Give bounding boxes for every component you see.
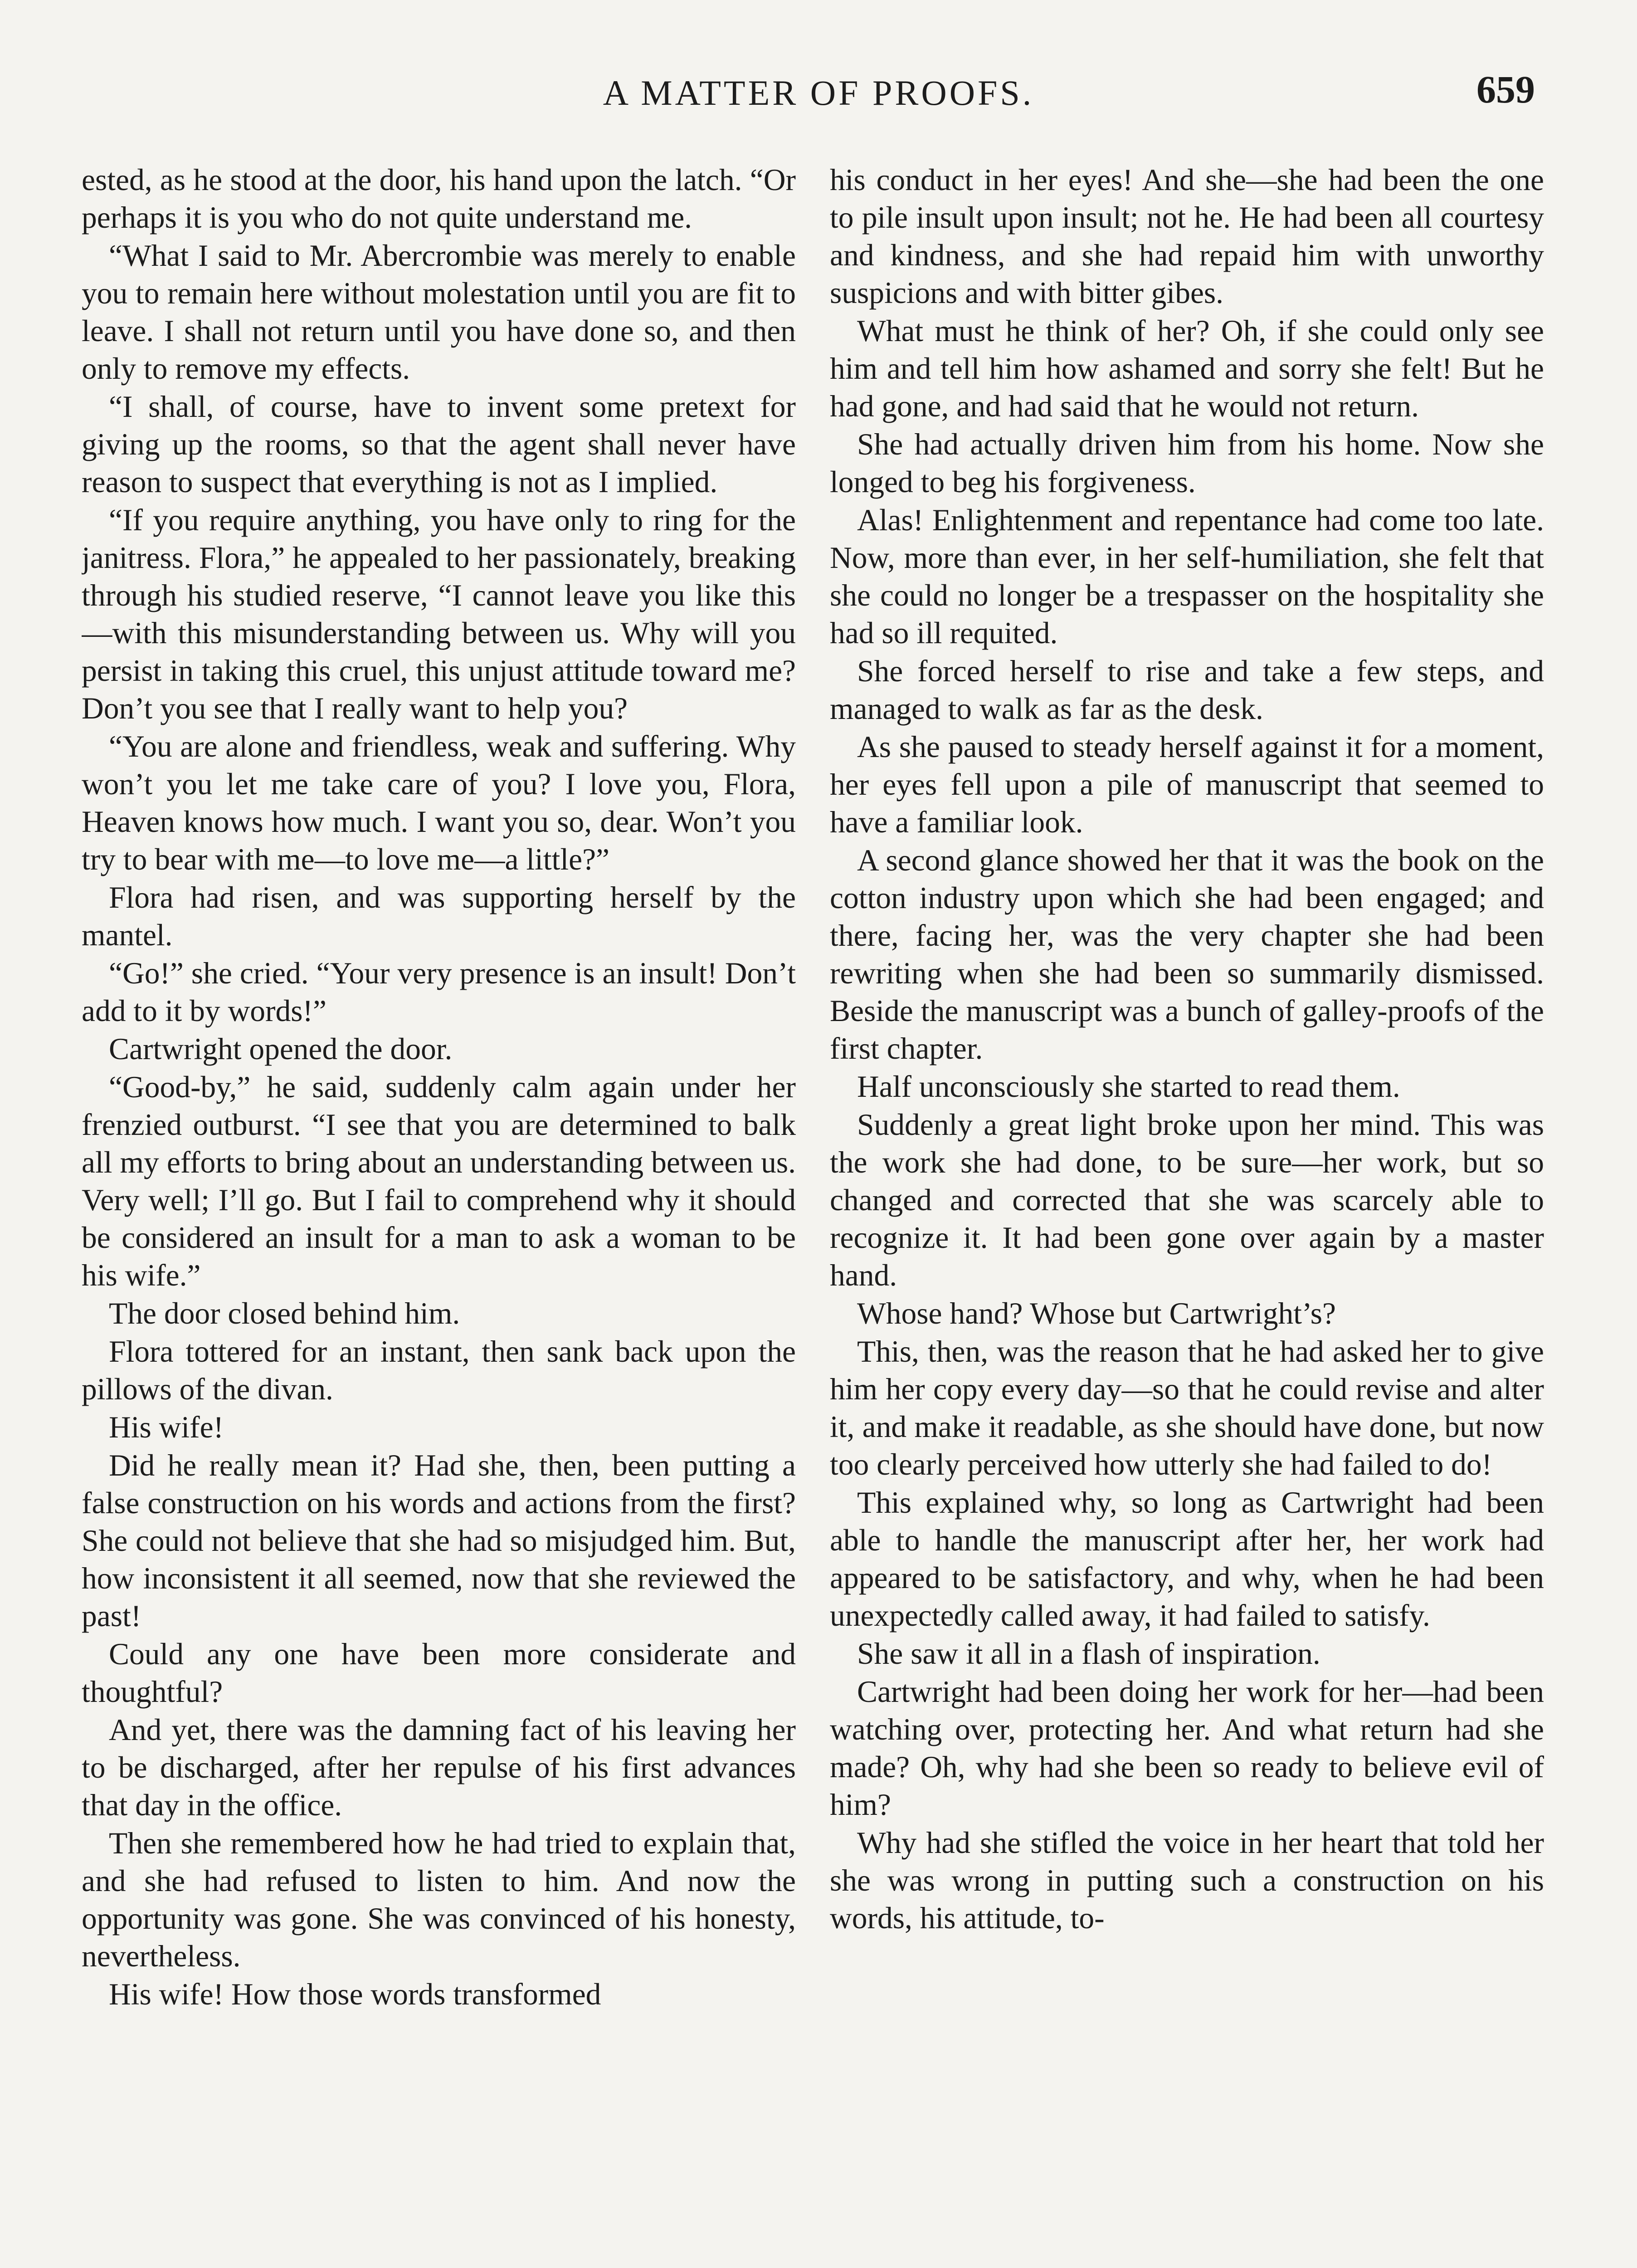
paragraph: And yet, there was the damning fact of his leaving her to be discharged, after her repulse of his first advances that day in the office. bbox=[82, 1713, 796, 1822]
paragraph: His wife! bbox=[109, 1410, 224, 1444]
paragraph: His wife! How those words transformed bbox=[109, 1977, 601, 2011]
running-title: A MATTER OF PROOFS. bbox=[603, 73, 1034, 112]
paragraph: Flora had risen, and was supporting herself by the mantel. bbox=[82, 880, 796, 952]
paragraph: She saw it all in a flash of inspiration. bbox=[857, 1637, 1320, 1671]
paragraph: “Good-by,” he said, suddenly calm again under her frenzied outburst. “I see that you are determined to balk all my efforts to bring about an understanding between us. Very well; I’ll go. But I fail to comprehend why it should be considered an insult for a man to ask a woman to be his wife.” bbox=[82, 1070, 796, 1292]
page-header bbox=[0, 68, 1637, 122]
paragraph: The door closed behind him. bbox=[109, 1296, 460, 1330]
paragraph: Why had she stifled the voice in her heart that told her she was wrong in putting such a construction on his words, his attitude, to- bbox=[830, 1826, 1544, 1935]
paragraph: This, then, was the reason that he had asked her to give him her copy every day—so that he could revise and alter it, and make it readable, as she should have done, but now too clearly perceived how utterly she had failed to do! bbox=[830, 1334, 1544, 1481]
paragraph: Cartwright had been doing her work for her—had been watching over, protecting her. And what return had she made? Oh, why had she been so ready to believe evil of him? bbox=[830, 1675, 1544, 1822]
paragraph: Suddenly a great light broke upon her mind. This was the work she had done, to be sure—her work, but so changed and corrected that she was scarcely able to recognize it. It had been gone over again by a master hand. bbox=[830, 1108, 1544, 1292]
left-column bbox=[82, 161, 796, 2268]
paragraph: Did he really mean it? Had she, then, been putting a false construction on his words and actions from the first? She could not believe that she had so misjudged him. But, how inconsistent it all seemed, now that she reviewed the past! bbox=[82, 1448, 796, 1633]
paragraph: This explained why, so long as Cartwright had been able to handle the manuscript after her, her work had appeared to be satisfactory, and why, when he had been unexpectedly called away, it had failed to satisfy. bbox=[830, 1486, 1544, 1633]
paragraph: As she paused to steady herself against it for a moment, her eyes fell upon a pile of manuscript that seemed to have a familiar look. bbox=[830, 730, 1544, 839]
paragraph: Then she remembered how he had tried to explain that, and she had refused to listen to him. And now the opportunity was gone. She was convinced of his honesty, nevertheless. bbox=[82, 1826, 796, 1973]
right-column bbox=[830, 161, 1544, 2268]
paragraph: A second glance showed her that it was the book on the cotton industry upon which she had been engaged; and there, facing her, was the very chapter she had been rewriting when she had been so summarily dismissed. Beside the manuscript was a bunch of galley-proofs of the first chapter. bbox=[830, 843, 1544, 1066]
paragraph: his conduct in her eyes! And she—she had been the one to pile insult upon insult; not he. He had been all courtesy and kindness, and she had repaid him with unworthy suspicions and with bitter gibes. bbox=[830, 163, 1544, 310]
paragraph: “Go!” she cried. “Your very presence is an insult! Don’t add to it by words!” bbox=[82, 956, 796, 1028]
paragraph: She forced herself to rise and take a few steps, and managed to walk as far as the desk. bbox=[830, 654, 1544, 726]
paragraph: Alas! Enlightenment and repentance had come too late. Now, more than ever, in her self-humiliation, she felt that she could no longer be a trespasser on the hospitality she had so ill requited. bbox=[830, 503, 1544, 650]
paragraph: “You are alone and friendless, weak and suffering. Why won’t you let me take care of you? I love you, Flora, Heaven knows how much. I want you so, dear. Won’t you try to bear with me—to love me—a little?” bbox=[82, 729, 796, 876]
paragraph: ested, as he stood at the door, his hand upon the latch. “Or perhaps it is you who do not quite understand me. bbox=[82, 163, 796, 235]
paragraph: She had actually driven him from his home. Now she longed to beg his forgiveness. bbox=[830, 427, 1544, 499]
paragraph: What must he think of her? Oh, if she could only see him and tell him how ashamed and sorry she felt! But he had gone, and had said that he would not return. bbox=[830, 314, 1544, 423]
paragraph: Could any one have been more considerate and thoughtful? bbox=[82, 1637, 796, 1709]
paragraph: Flora tottered for an instant, then sank back upon the pillows of the divan. bbox=[82, 1334, 796, 1406]
paragraph: Cartwright opened the door. bbox=[109, 1032, 453, 1066]
paragraph: “What I said to Mr. Abercrombie was merely to enable you to remain here without molestation until you are fit to leave. I shall not return until you have done so, and then only to remove my effects. bbox=[82, 239, 796, 386]
paragraph: Half unconsciously she started to read them. bbox=[857, 1070, 1400, 1104]
paragraph: Whose hand? Whose but Cartwright’s? bbox=[857, 1296, 1336, 1330]
page-number: 659 bbox=[1476, 68, 1535, 111]
paragraph: “If you require anything, you have only to ring for the janitress. Flora,” he appealed to her passionately, breaking through his studied reserve, “I cannot leave you like this —with this misunderstanding between us. Why will you persist in taking this cruel, this unjust attitude toward me? Don’t you see that I really want to help you? bbox=[82, 503, 796, 725]
paragraph: “I shall, of course, have to invent some pretext for giving up the rooms, so that the agent shall never have reason to suspect that everything is not as I implied. bbox=[82, 390, 796, 499]
